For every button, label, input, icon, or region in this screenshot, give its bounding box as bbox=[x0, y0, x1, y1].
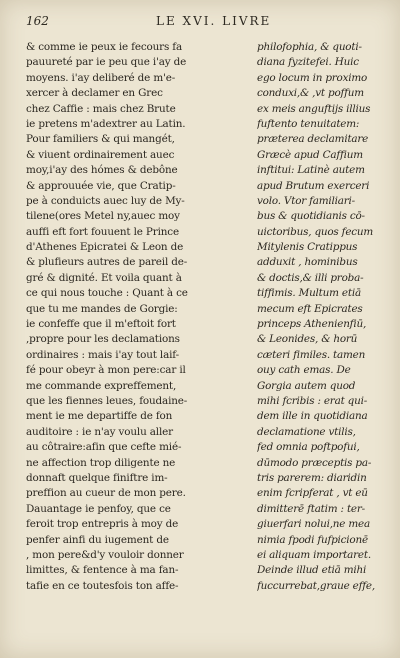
french-text-line: Dauantage ie penfoy, que ce bbox=[26, 502, 171, 515]
french-text-line: & plufieurs autres de pareil de- bbox=[26, 256, 188, 269]
french-text-line: ie pretens m'adextrer au Latin. bbox=[26, 117, 186, 130]
french-text-line: ment ie me departiffe de fon bbox=[26, 410, 173, 423]
latin-text-line: ouy cath emas. De bbox=[257, 364, 351, 377]
latin-text-line: volo. Vtor familiari- bbox=[257, 194, 355, 207]
french-text-line: tafie en ce toutesfois ton affe- bbox=[26, 579, 179, 592]
french-text-line: chez Caffie : mais chez Brute bbox=[26, 102, 176, 115]
french-text-line: Pour familiers & qui mangét, bbox=[26, 133, 175, 146]
french-text-line: auditoire : ie n'ay voulu aller bbox=[26, 425, 173, 438]
french-text-line: pauureté par ie peu que i'ay de bbox=[26, 56, 187, 69]
latin-text-line: adduxit , hominibus bbox=[257, 256, 358, 269]
french-text-line: & viuent ordinairement auec bbox=[26, 148, 175, 161]
french-text-line: ne affection trop diligente ne bbox=[26, 456, 176, 469]
french-text-line: & comme ie peux ie fecours fa bbox=[26, 41, 183, 53]
french-text-line: ce qui nous touche : Quant à ce bbox=[26, 287, 188, 300]
french-text-line: donnaft quelque finiftre im- bbox=[26, 471, 168, 484]
french-text-line: moyens. i'ay deliberé de m'e- bbox=[26, 71, 176, 84]
latin-text-line: fuftento tenuitatem: bbox=[257, 117, 360, 130]
page-number: 162 bbox=[26, 14, 49, 28]
latin-text-line: conduxi,& ,vt poffum bbox=[257, 87, 364, 100]
french-text-line: , mon pere&d'y vouloir donner bbox=[26, 548, 184, 561]
french-column bbox=[26, 40, 248, 594]
french-text-line: me commande expreffement, bbox=[26, 379, 177, 392]
latin-text-line: enim fcripferat , vt eū bbox=[257, 487, 368, 500]
latin-text-line: ego locum in proximo bbox=[257, 71, 368, 84]
french-text-line: tilene(ores Metel ny,auec moy bbox=[26, 210, 180, 223]
latin-text-line: & doctis,& illi proba- bbox=[257, 271, 364, 284]
french-text-line: que tu me mandes de Gorgie: bbox=[26, 302, 178, 315]
latin-text-line: dūmodo præceptis pa- bbox=[257, 456, 372, 469]
french-text-line: gré & dignité. Et voila quant à bbox=[26, 271, 182, 284]
running-head: LE XVI. LIVRE bbox=[156, 14, 272, 28]
latin-text-line: nimia fpodi fufpicionē bbox=[257, 533, 368, 546]
latin-text-line: inftitui: Latinè autem bbox=[257, 164, 365, 177]
latin-text-line: princeps Athenienfiū, bbox=[257, 318, 367, 331]
latin-text-line: dem ille in quotidiana bbox=[257, 410, 368, 423]
latin-text-line: uictoribus, quos fecum bbox=[257, 225, 374, 238]
latin-text-line: Græcè apud Caffium bbox=[257, 148, 363, 161]
latin-text-line: giuerfari nolui,ne mea bbox=[257, 518, 370, 531]
french-text-line: ,propre pour les declamations bbox=[26, 333, 180, 346]
latin-text-line: ex meis anguftijs illius bbox=[257, 102, 371, 115]
french-text-line: moy,i'ay des hómes & debône bbox=[26, 164, 178, 177]
latin-text-line: Deinde illud etiā mihi bbox=[257, 564, 367, 577]
latin-text-line: mecum eft Epicrates bbox=[257, 302, 363, 315]
latin-text-line: diana fyzitefei. Huic bbox=[257, 56, 359, 69]
latin-text-line: declamatione vtilis, bbox=[257, 425, 356, 438]
latin-text-line: & Leonides, & horū bbox=[257, 333, 358, 346]
latin-text-line: fuccurrebat,graue effe, bbox=[257, 579, 375, 592]
french-text-line: & approuuée vie, que Cratip- bbox=[26, 179, 176, 192]
french-text-line: limittes, & fentence à ma fan- bbox=[26, 564, 179, 577]
latin-text-line: tiffimis. Multum etiā bbox=[257, 287, 361, 300]
french-text-line: d'Athenes Epicratei & Leon de bbox=[26, 241, 184, 254]
french-text-line: penfer ainfi du iugement de bbox=[26, 533, 169, 546]
latin-text-line: mihi fcribis : erat qui- bbox=[257, 394, 368, 407]
french-text-line: pe à conduicts auec luy de My- bbox=[26, 194, 185, 207]
french-text-line: ie confeffe que il m'eftoit fort bbox=[26, 318, 176, 331]
latin-text-line: apud Brutum exerceri bbox=[257, 179, 370, 192]
latin-text-line: cæteri fimiles. tamen bbox=[257, 348, 366, 361]
latin-text-line: Gorgia autem quod bbox=[257, 379, 356, 392]
french-text-line: fé pour obeyr à mon pere:car il bbox=[26, 364, 186, 377]
latin-text-line: Mitylenis Cratippus bbox=[257, 241, 358, 254]
french-text-line: xercer à declamer en Grec bbox=[26, 87, 163, 100]
french-text-line: auffi eft fort fouuent le Prince bbox=[26, 225, 179, 238]
french-text-line: que les fiennes leues, foudaine- bbox=[26, 394, 188, 407]
latin-text-line: philofophia, & quoti- bbox=[257, 41, 362, 53]
latin-text-line: præterea declamitare bbox=[257, 133, 369, 146]
page-header bbox=[26, 14, 376, 30]
latin-text-line: fed omnia poftpofui, bbox=[257, 441, 360, 454]
latin-text-line: dimitterē ftatim : ter- bbox=[257, 502, 365, 515]
latin-column bbox=[257, 40, 383, 594]
french-text-line: feroit trop entrepris à moy de bbox=[26, 518, 179, 531]
french-text-line: ordinaires : mais i'ay tout laif- bbox=[26, 348, 179, 361]
french-text-line: au côtraire:afin que cefte mié- bbox=[26, 441, 182, 454]
latin-text-line: bus & quotidianis cō- bbox=[257, 210, 365, 223]
latin-text-line: tris parerem: diaridin bbox=[257, 471, 367, 484]
latin-text-line: ei aliquam importaret. bbox=[257, 548, 371, 561]
french-text-line: preffion au cueur de mon pere. bbox=[26, 487, 186, 500]
